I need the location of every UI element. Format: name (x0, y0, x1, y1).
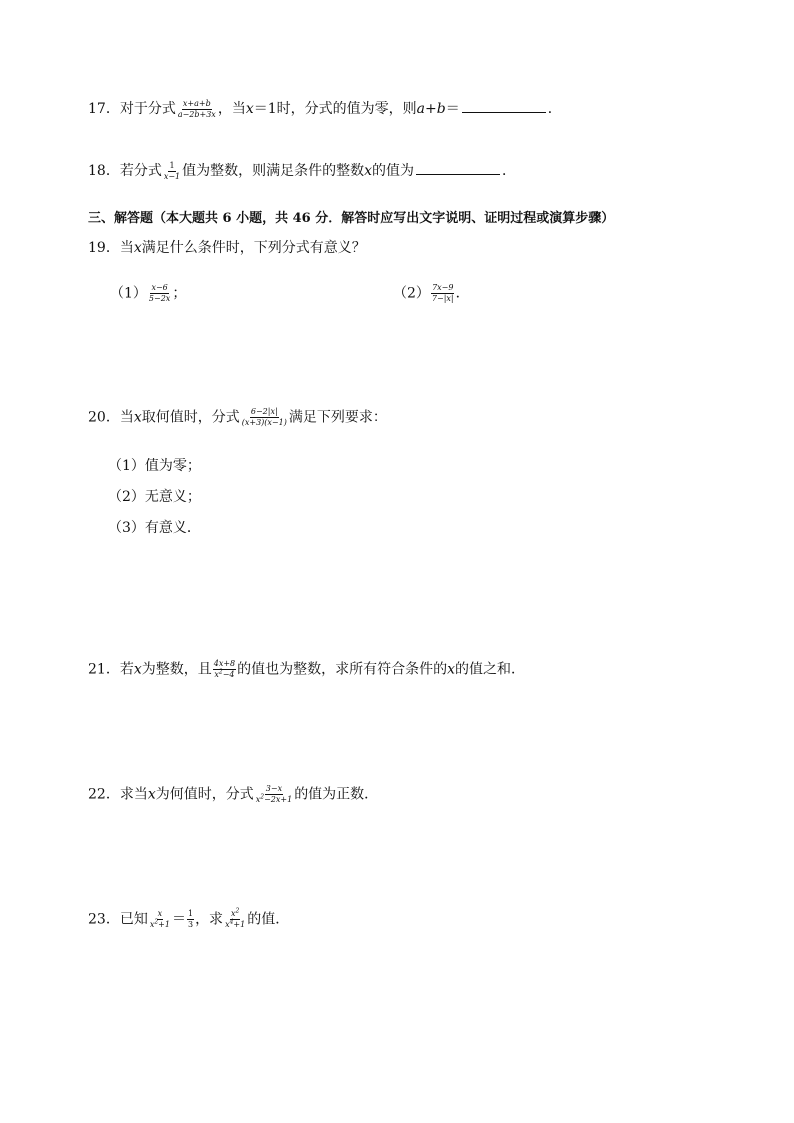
question-text: ＝1时，分式的值为零，则 (253, 101, 417, 117)
base: x (214, 670, 219, 679)
fraction (431, 283, 455, 304)
term: −4 (222, 670, 235, 679)
variable-x: x (245, 101, 254, 117)
fraction-numerator: x (157, 909, 163, 918)
question-text: 满足下列要求： (288, 409, 387, 426)
fraction-denominator: x−1 (163, 171, 181, 181)
question-text: 若 (119, 661, 134, 678)
question-text: 求当 (119, 786, 148, 803)
fraction-numerator: 6−2|x| (250, 407, 278, 416)
question-text: 的值之和． (455, 661, 526, 678)
fraction (213, 659, 236, 680)
question-number: 18． (88, 163, 120, 179)
term: −2x+1 (264, 795, 293, 804)
variable-x: x (364, 163, 373, 179)
question-text: 满足什么条件时，下列分式有意义？ (141, 240, 366, 256)
question-text: 值为整数，则满足条件的整数 (182, 163, 365, 179)
punctuation: ； (172, 285, 187, 302)
fraction-denominator: 5−2x (148, 294, 171, 303)
equals-sign: ＝ (171, 911, 186, 928)
question-number: 23． (88, 911, 120, 928)
term: +1 (233, 920, 246, 929)
exponent: 2 (218, 668, 223, 676)
variable-x: x (133, 240, 142, 256)
expression-a-plus-b: a+b (416, 101, 446, 117)
variable-x: x (447, 661, 456, 678)
part-label: （1） (110, 285, 147, 302)
fraction-denominator (213, 670, 235, 680)
question-text: 当 (119, 409, 134, 426)
question-text: 为何值时，分式 (155, 786, 254, 803)
fraction-denominator: 3 (187, 920, 194, 929)
fraction (241, 407, 288, 428)
question-text: ，求 (195, 911, 224, 928)
question-text: ＝ (445, 101, 460, 117)
question-22 (88, 784, 378, 805)
part-label: （2） (393, 285, 430, 302)
fraction (224, 909, 246, 930)
fraction (149, 909, 171, 930)
term: +1 (158, 920, 170, 929)
section-heading: 三、解答题（本大题共 6 小题，共 46 分．解答时应写出文字说明、证明过程或演算步骤） (88, 211, 615, 226)
exponent: 2 (235, 907, 240, 915)
punctuation: ． (455, 285, 470, 302)
question-text: 对于分式 (119, 101, 176, 117)
fraction (163, 161, 181, 182)
question-20-item-1: （1）值为零； (108, 458, 201, 474)
fraction-numerator: 3−x (265, 784, 283, 793)
base: x (230, 909, 236, 918)
question-23 (88, 909, 289, 930)
question-number: 22． (88, 786, 120, 803)
question-18 (88, 160, 516, 182)
fraction-numerator: 1 (187, 909, 194, 918)
question-text: 的值为正数． (294, 786, 379, 803)
fraction-numerator: 7x−9 (432, 283, 454, 292)
variable-x: x (133, 661, 142, 678)
fraction-denominator: 7−|x| (431, 294, 454, 303)
fraction-denominator (255, 795, 293, 805)
question-number: 17． (88, 101, 120, 117)
question-text: 当 (119, 240, 134, 256)
question-19 (88, 238, 366, 258)
question-text: 的值也为整数，求所有符合条件的 (237, 661, 448, 678)
exponent: 4 (229, 918, 234, 926)
question-17 (88, 98, 562, 120)
question-number: 19． (88, 240, 120, 256)
question-text: ． (547, 101, 562, 117)
question-text: 已知 (119, 911, 148, 928)
fraction (255, 784, 293, 805)
question-20 (88, 407, 387, 428)
fraction (177, 99, 217, 120)
question-19-part-2 (393, 283, 470, 304)
question-text: ，当 (217, 101, 246, 117)
fraction-denominator (224, 920, 246, 930)
question-20-item-3: （3）有意义． (108, 520, 201, 536)
question-20-item-2: （2）无意义； (108, 489, 201, 505)
exponent: 2 (260, 793, 265, 801)
question-text: 的值为 (372, 163, 415, 179)
answer-blank[interactable] (462, 98, 546, 113)
fraction-denominator: (x+3)(x−1) (241, 418, 287, 427)
fraction (187, 909, 194, 930)
base: x (225, 920, 230, 929)
question-text: 的值． (247, 911, 290, 928)
question-number: 21． (88, 661, 120, 678)
question-text: 为整数，且 (141, 661, 212, 678)
question-text: 若分式 (119, 163, 162, 179)
base: x (255, 795, 261, 804)
answer-blank[interactable] (416, 160, 500, 175)
fraction-numerator: 1 (169, 160, 175, 170)
base: x (149, 920, 155, 929)
question-text: ． (502, 163, 517, 179)
fraction-numerator: x+a+b (182, 98, 211, 108)
question-number: 20． (88, 409, 120, 426)
fraction-numerator: x−6 (151, 283, 168, 292)
fraction-denominator: a−2b+3x (177, 109, 216, 119)
variable-x: x (133, 409, 142, 426)
variable-x: x (147, 786, 156, 803)
question-19-part-1 (110, 283, 186, 304)
question-text: 取何值时，分式 (141, 409, 240, 426)
fraction-numerator: 4x+8 (213, 659, 236, 668)
fraction-denominator (149, 920, 171, 930)
question-21 (88, 659, 525, 680)
exponent: 2 (154, 918, 159, 926)
fraction (148, 283, 171, 304)
